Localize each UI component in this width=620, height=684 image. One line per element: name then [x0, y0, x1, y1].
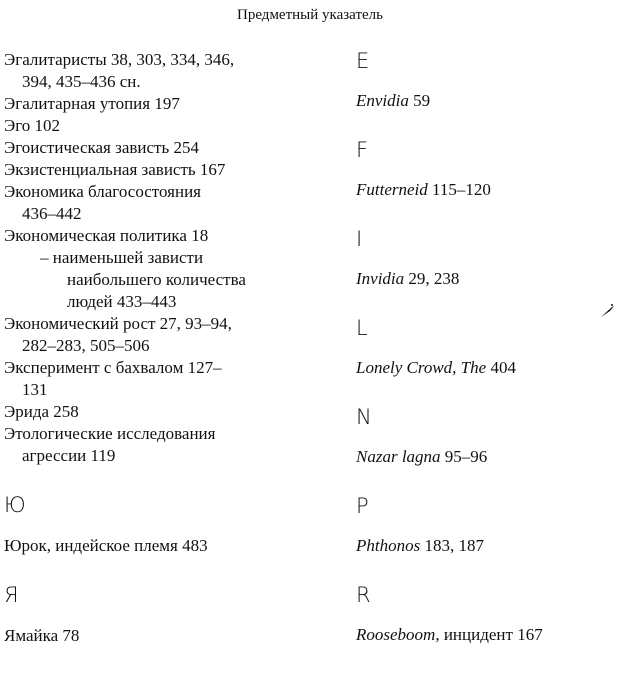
index-entry: Экзистенциальная зависть 167: [4, 160, 226, 179]
section-letter: Я: [4, 583, 19, 607]
index-section: [356, 49, 618, 112]
index-subentry: – наименьшей зависти: [40, 248, 204, 267]
index-pages: , инцидент 167: [435, 625, 543, 644]
index-entry: [356, 268, 618, 290]
index-term: Futterneid: [356, 180, 428, 199]
index-pages: 183, 187: [420, 536, 484, 555]
index-term: Invidia: [356, 269, 405, 288]
section-letter: F: [356, 138, 369, 162]
index-section: [356, 316, 618, 379]
index-subentry-continuation: наибольшего количества: [67, 270, 246, 289]
index-pages: 59: [408, 91, 431, 110]
index-pages: 404: [486, 358, 516, 377]
index-entry: Эго 102: [4, 116, 61, 135]
index-column-right: [356, 49, 618, 646]
index-pages: 29, 238: [404, 269, 460, 288]
section-letter: Ю: [4, 493, 26, 517]
index-entry: Эгалитаристы 38, 303, 334, 346,: [4, 50, 235, 69]
index-term: Lonely Crowd, The: [356, 358, 487, 377]
index-entry: [356, 357, 618, 379]
index-section: [356, 227, 618, 290]
index-section: [356, 138, 618, 201]
ink-smudge-mark: [598, 302, 616, 320]
index-entry: [356, 624, 618, 646]
index-entry-continuation: 131: [22, 380, 48, 399]
index-subentry-continuation: людей 433–443: [67, 292, 177, 311]
index-entry: [356, 90, 618, 112]
index-entry-continuation: агрессии 119: [22, 446, 116, 465]
index-entry-continuation: 282–283, 505–506: [22, 336, 150, 355]
index-pages: 95–96: [440, 447, 488, 466]
index-entry: [356, 179, 618, 201]
index-entry: Экономический рост 27, 93–94,: [4, 314, 232, 333]
index-term: Nazar lagna: [356, 447, 441, 466]
index-pages: 115–120: [427, 180, 491, 199]
index-section: [356, 583, 618, 646]
index-entry: Эрида 258: [4, 402, 79, 421]
index-entry: Эксперимент с бахвалом 127–: [4, 358, 222, 377]
index-entry: Ямайка 78: [4, 626, 80, 645]
index-section: [356, 405, 618, 468]
section-letter: N: [356, 405, 372, 429]
index-term: Rooseboom: [356, 625, 436, 644]
index-entry: Эгалитарная утопия 197: [4, 94, 180, 113]
section-letter: R: [356, 583, 371, 607]
index-column-left: [4, 49, 334, 647]
section-letter: P: [356, 494, 369, 518]
page-header: Предметный указатель: [237, 7, 383, 23]
index-term: Phthonos: [356, 536, 421, 555]
index-entry: [356, 446, 618, 468]
index-entry: Экономика благосостояния: [4, 182, 202, 201]
index-entry-continuation: 394, 435–436 сн.: [22, 72, 141, 91]
index-term: Envidia: [356, 91, 409, 110]
index-entry: Юрок, индейское племя 483: [4, 536, 208, 555]
index-entry: [356, 535, 618, 557]
index-entry-continuation: 436–442: [22, 204, 82, 223]
index-section: [356, 494, 618, 557]
index-entry: Эгоистическая зависть 254: [4, 138, 199, 157]
index-entry: Этологические исследования: [4, 424, 216, 443]
section-letter: E: [356, 49, 370, 73]
section-letter: I: [356, 227, 363, 251]
section-letter: L: [356, 316, 368, 340]
index-entry: Экономическая политика 18: [4, 226, 209, 245]
